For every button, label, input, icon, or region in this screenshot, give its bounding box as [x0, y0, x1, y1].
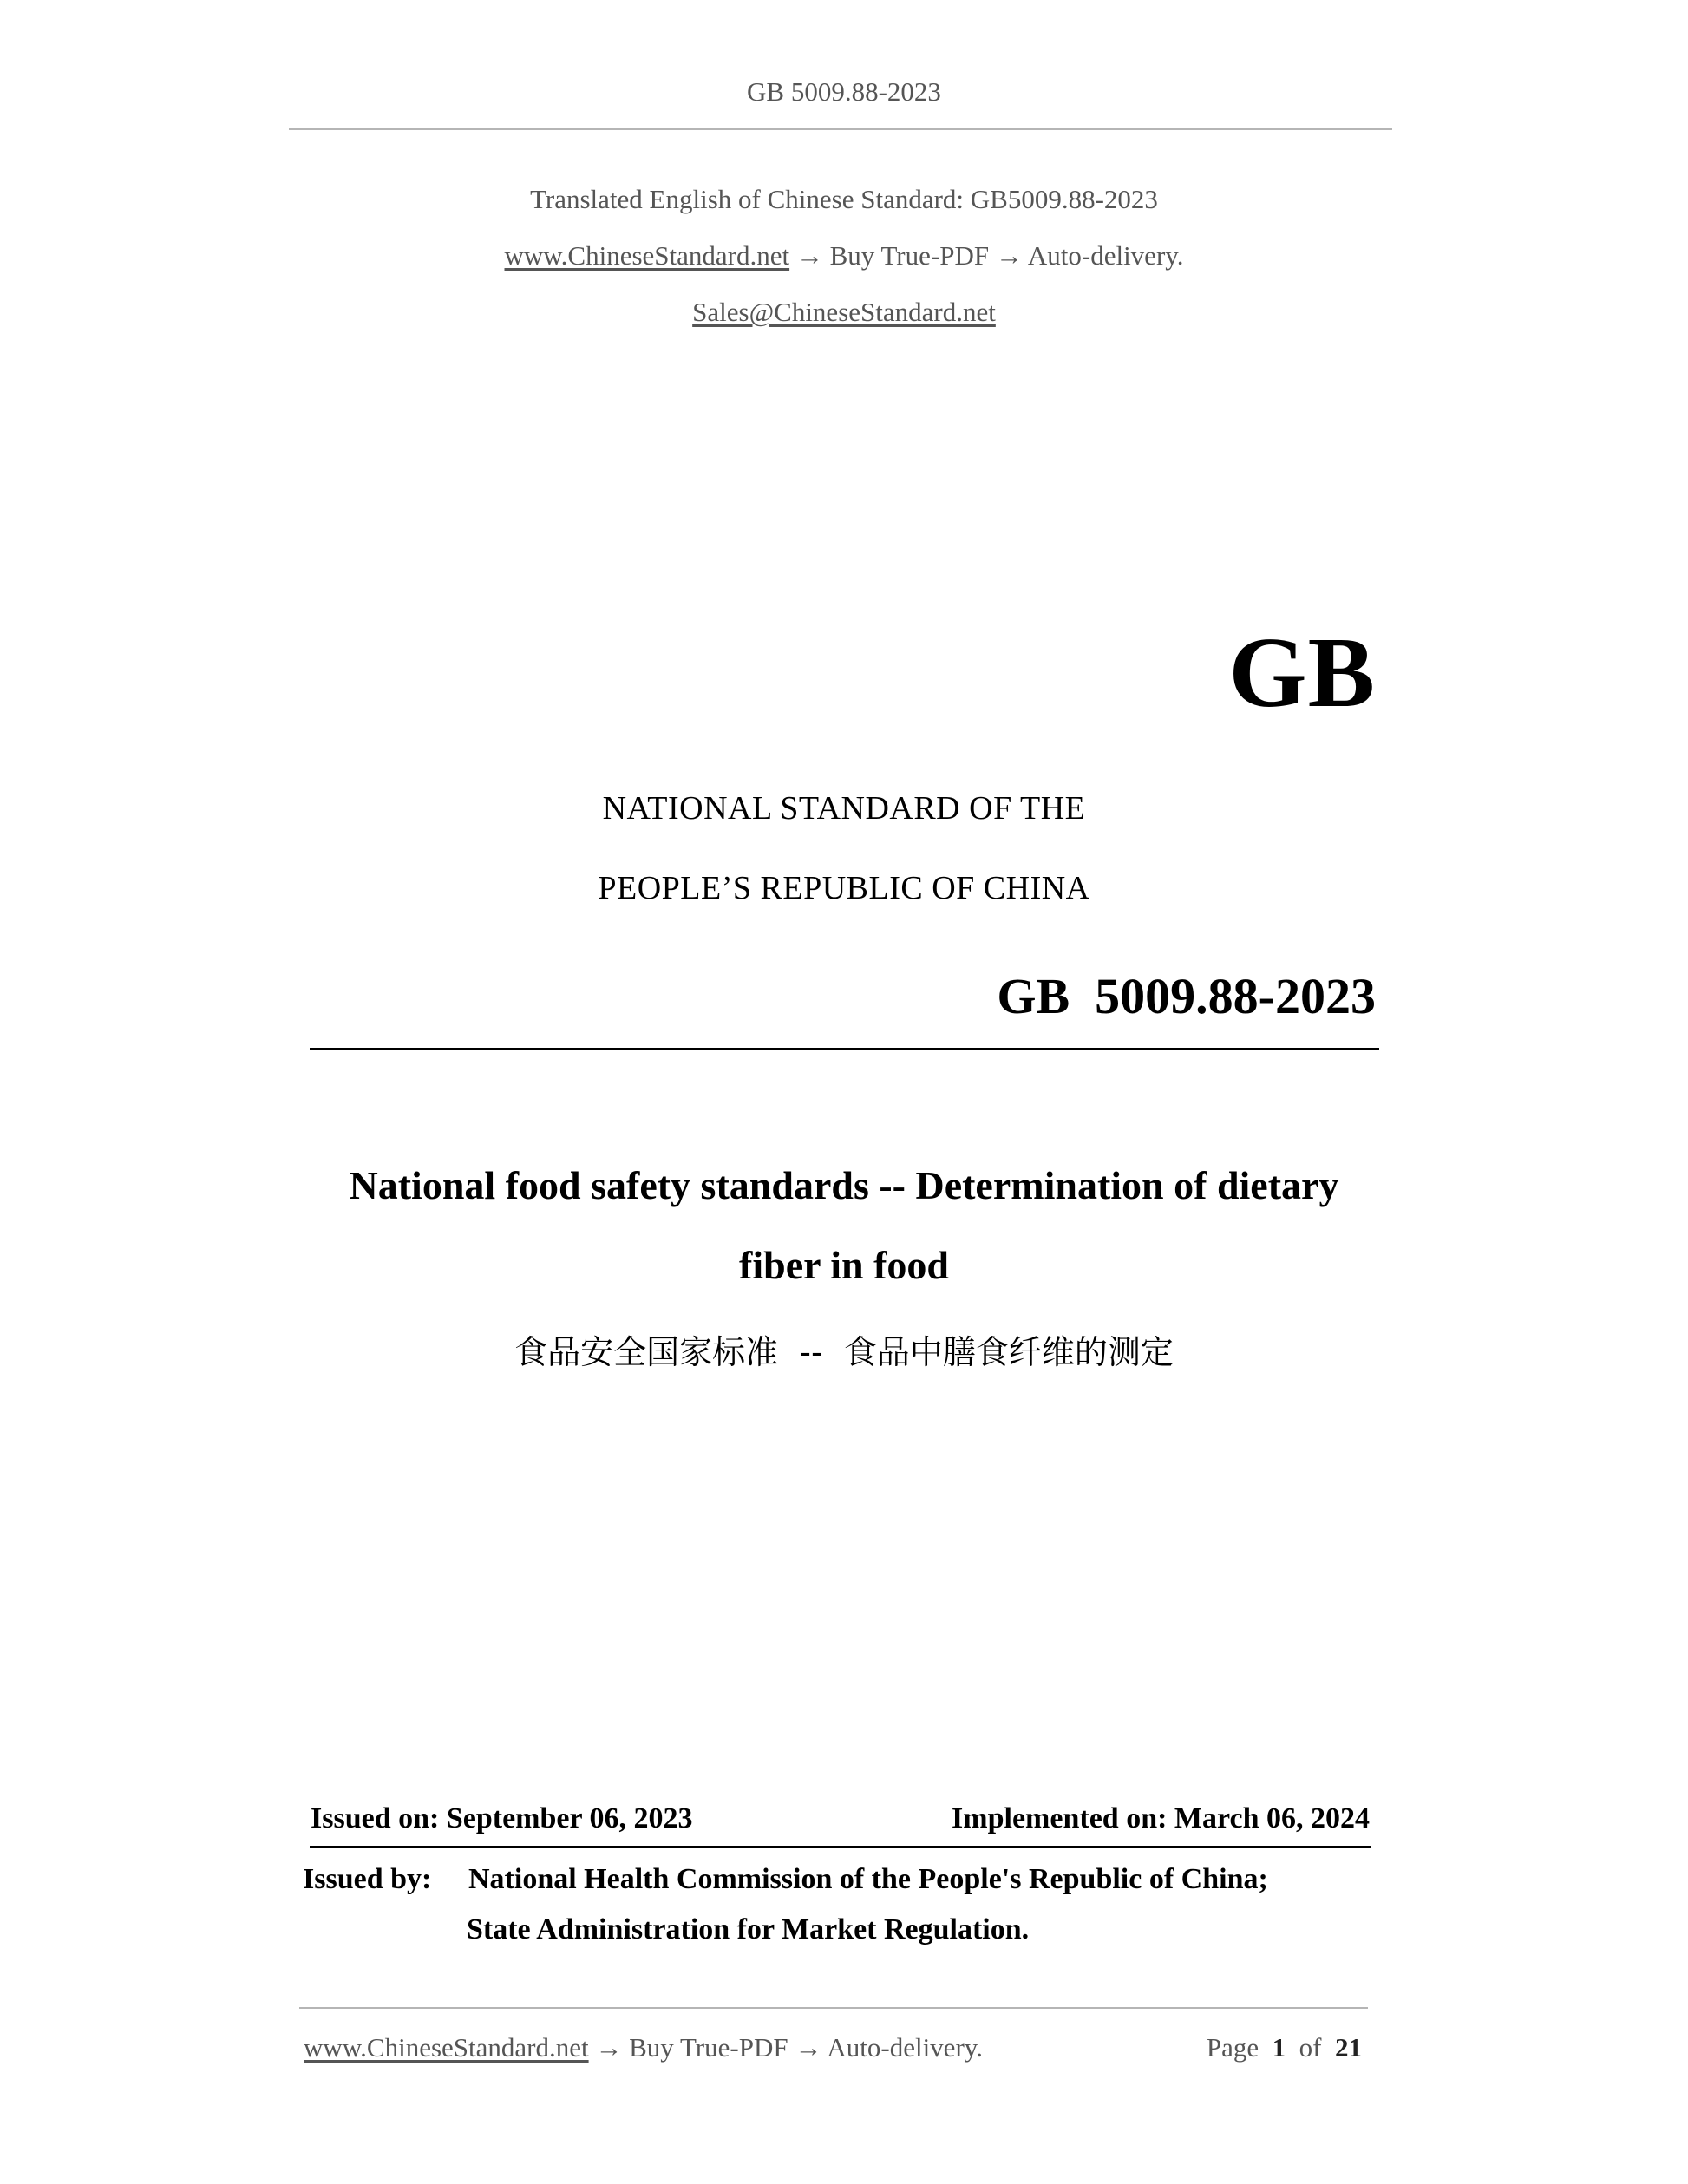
running-head: GB 5009.88-2023 — [747, 76, 941, 107]
header-divider — [289, 128, 1392, 130]
sales-email-link[interactable]: Sales@ChineseStandard.net — [692, 297, 996, 327]
issued-by-label: Issued by: — [303, 1863, 432, 1895]
document-title-line-1: National food safety standards -- Determination of dietary — [349, 1163, 1339, 1207]
issued-on-date: Issued on: September 06, 2023 — [311, 1802, 693, 1834]
implemented-on-date: Implemented on: March 06, 2024 — [952, 1802, 1370, 1834]
document-title-chinese: 食品安全国家标准 -- 食品中膳食纤维的测定 — [514, 1333, 1174, 1371]
page-number: 1 — [1272, 2032, 1286, 2063]
translation-notice: Translated English of Chinese Standard: GB5009.88-2023 — [530, 184, 1158, 214]
national-standard-line-2: PEOPLE’S REPUBLIC OF CHINA — [598, 870, 1090, 906]
site-link[interactable]: www.ChineseStandard.net — [504, 240, 790, 271]
footer-purchase-line — [304, 2032, 983, 2063]
dates-divider — [310, 1846, 1371, 1848]
document-title-line-2: fiber in food — [739, 1243, 949, 1287]
page-total: 21 — [1335, 2032, 1362, 2063]
national-standard-line-1: NATIONAL STANDARD OF THE — [602, 790, 1086, 827]
email-line — [0, 297, 1688, 328]
purchase-text: → Buy True-PDF → Auto-delivery. — [789, 240, 1184, 271]
footer-site-link[interactable]: www.ChineseStandard.net — [304, 2032, 589, 2063]
purchase-line — [0, 240, 1688, 271]
page-indicator — [1207, 2032, 1362, 2063]
page-label: Page — [1206, 2032, 1259, 2063]
gb-mark: GB — [1228, 618, 1376, 729]
footer-purchase-text: → Buy True-PDF → Auto-delivery. — [588, 2032, 983, 2063]
issuer-line-1: National Health Commission of the People's Republic of China; — [468, 1863, 1268, 1895]
issuer-line-2: State Administration for Market Regulation. — [467, 1913, 1030, 1945]
standard-number-divider — [310, 1048, 1379, 1050]
standard-number: GB 5009.88-2023 — [997, 968, 1376, 1024]
of-label: of — [1299, 2032, 1322, 2063]
footer-divider — [299, 2007, 1368, 2009]
